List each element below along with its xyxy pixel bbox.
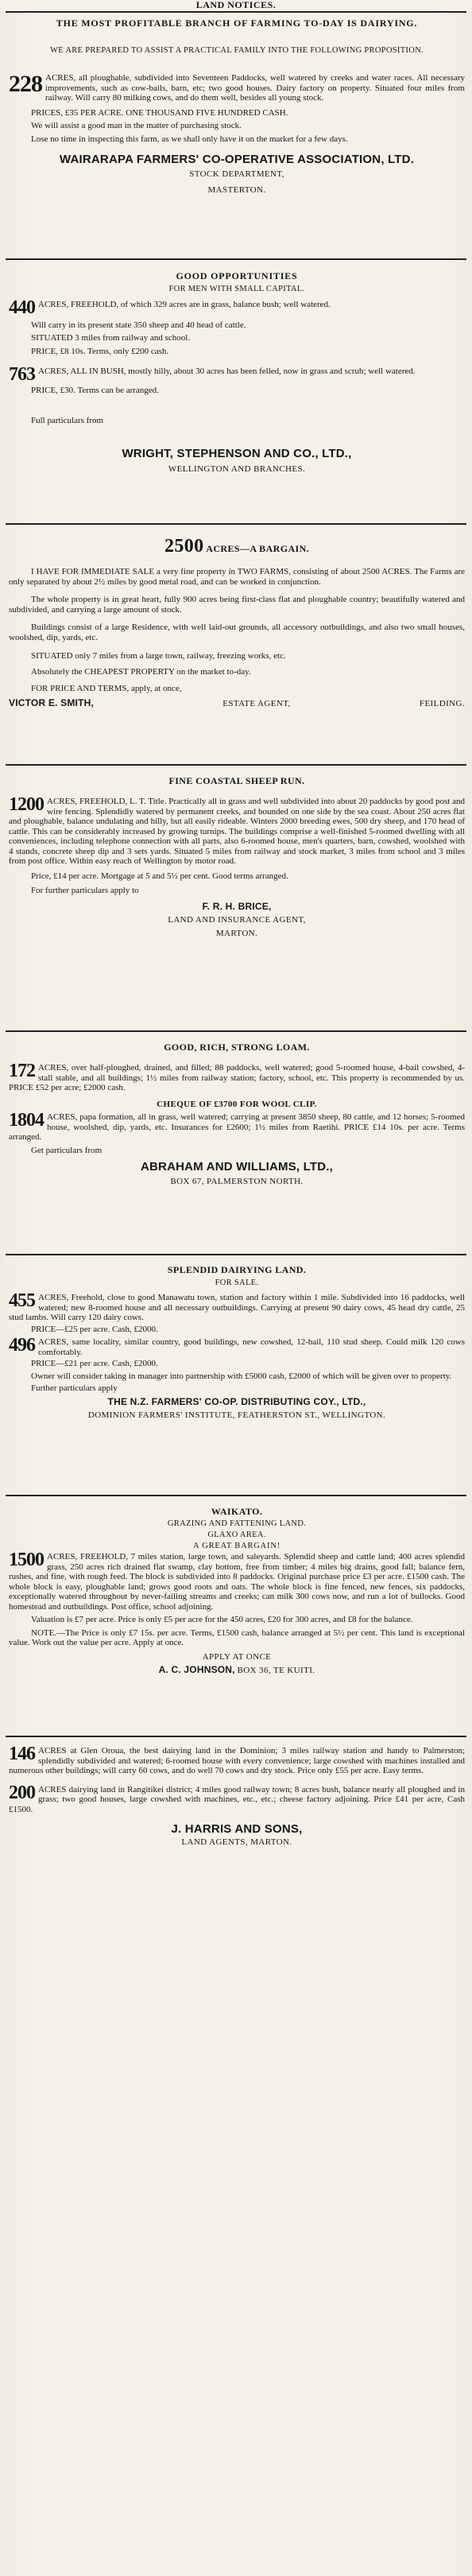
splendid-dairying-body [9, 1290, 465, 1421]
waikato-contact: APPLY AT ONCE [202, 1651, 272, 1662]
wairarapa-company: WAIRARAPA FARMERS' CO-OPERATIVE ASSOCIATION, LTD. [59, 153, 415, 167]
waikato-header [9, 1507, 465, 1551]
farmers-address: DOMINION FARMERS' INSTITUTE, FEATHERSTON ST., WELLINGTON. [87, 1410, 386, 1421]
lot-455-price: PRICE—£25 per acre. Cash, £2000. [31, 1324, 158, 1334]
harris-role: LAND AGENTS, MARTON. [181, 1837, 292, 1848]
waikato-number: 1500 [9, 1550, 44, 1570]
coastal-sheep-number: 1200 [9, 794, 44, 815]
lot-496-text: ACRES, same locality, similar country, good buildings, new cowshed, 12-bail, 110 stud sheep. Could milk 120 cows comfortably. [38, 1337, 465, 1357]
johnson-box: BOX 36, TE KUITI. [237, 1666, 315, 1676]
waikato-bargain: A GREAT BARGAIN! [192, 1541, 281, 1550]
brice-name: F. R. H. BRICE, [202, 900, 272, 912]
wairarapa-body [9, 73, 465, 195]
coastal-sheep-title: FINE COASTAL SHEEP RUN. [168, 775, 305, 786]
bargain-advert [9, 536, 465, 709]
lot-172-number: 172 [9, 1061, 35, 1081]
abraham-contact: Get particulars from [31, 1145, 103, 1155]
farmers-company: THE N.Z. FARMERS' CO-OP. DISTRIBUTING COY., LTD., [107, 1395, 366, 1407]
wairarapa-price: PRICES, £35 PER ACRE. ONE THOUSAND FIVE HUNDRED CASH. [31, 107, 288, 118]
lot-1804-text: ACRES, papa formation, all in grass, well watered; carrying at present 3850 sheep, 80 cattle, and 12 horses; 5-roomed house, woolshed, dip, yards, etc. Insurances for £2600; 1½ miles from Raetihi. PRICE £14 10s. per acre. Terms arranged. [9, 1112, 465, 1143]
lot-1804-number: 1804 [9, 1110, 44, 1131]
waikato-area: GLAXO AREA. [207, 1530, 266, 1539]
top-divider [6, 11, 466, 13]
brice-town: MARTON. [215, 928, 258, 938]
abraham-company: ABRAHAM AND WILLIAMS, LTD., [140, 1160, 334, 1174]
lot-763-text: ACRES, ALL IN BUSH, mostly hilly, about 30 acres has been felled, now in grass and scrub; well watered. [38, 367, 416, 377]
waikato-text: ACRES, FREEHOLD, 7 miles station, large town, and saleyards. Splendid sheep and cattle land; 400 acres splendid grass, 250 acres rich drained flat swamp, clay bottom, free from timber; 4 miles big drains, good fall; balance fern, rushes, and fine, with rough feed. The block is subdivided into 8 paddocks. Original purchase price £3 per acre. £1500 cash. The whole block is easy, ploughable land; grows good roots and oats. The whole block is fine fenced, new fences, six paddocks, exceptionally watered throughout by never-failing streams and creeks; can milk 300 cows now, and run a lot of bullocks. Good homestead and outbuildings. Post office, school adjoining. [9, 1552, 465, 1612]
wright-contact: Full particulars from [31, 416, 104, 426]
bargain-number: 2500 [164, 536, 204, 557]
wairarapa-assist: We will assist a good man in the matter of purchasing stock. [31, 121, 242, 131]
lot-200-text: ACRES dairying land in Rangitikei district; 4 miles good railway town; 8 acres bush, balance nearly all ploughed and in grass; two good houses, large cowshed with machines, etc., etc.; cheese factory adjoining. Price £41 per acre, Cash £1500. [9, 1784, 465, 1814]
bargain-paragraph-2: The whole property is in great heart, fully 900 acres being first-class flat and ploughable country; beautifully watered and subdivided, and carrying a large amount of stock. [9, 595, 465, 615]
coastal-sheep-contact: For further particulars apply to [31, 886, 139, 896]
brice-role: LAND AND INSURANCE AGENT, [168, 915, 306, 925]
wairarapa-town: MASTERTON. [207, 184, 266, 195]
lot-146-number: 146 [9, 1744, 35, 1764]
lot-496-number: 496 [9, 1335, 35, 1356]
lot-440-text: ACRES, FREEHOLD, of which 329 acres are in grass, balance bush; well watered. [38, 300, 331, 309]
strong-loam-header [9, 1042, 465, 1053]
harris-body [9, 1746, 465, 1848]
bargain-paragraph-5: Absolutely the CHEAPEST PROPERTY on the market to-day. [31, 667, 251, 677]
lot-440-number: 440 [9, 297, 35, 318]
wairarapa-title: THE MOST PROFITABLE BRANCH OF FARMING TO-DAY IS DAIRYING. [56, 17, 418, 29]
abraham-box: BOX 67, PALMERSTON NORTH. [170, 1177, 304, 1187]
lot-440-price: PRICE, £8 10s. Terms, only £200 cash. [31, 346, 169, 356]
coastal-sheep-price: Price, £14 per acre. Mortgage at 5 and 5½ per cent. Good terms arranged. [31, 871, 288, 881]
lot-455-number: 455 [9, 1290, 35, 1311]
divider-4 [6, 1030, 466, 1032]
lot-455-text: ACRES, Freehold, close to good Manawatu town, station and factory within 1 mile. Subdivided into 16 paddocks, well watered; new 8-roomed house and all necessary outbuildings. Carrying at present 90 dairy cows, 45 head dry cattle, 25 stud lambs. Will carry 120 dairy cows. [9, 1293, 465, 1323]
splendid-dairying-subtitle: FOR SALE. [215, 1278, 259, 1287]
strong-loam-body [9, 1063, 465, 1187]
good-opportunities-header [9, 271, 465, 294]
owner-note: Owner will consider taking in manager into partnership with £5000 cash, £2000 of which will be given over to property. [31, 1371, 452, 1381]
wairarapa-text: ACRES, all ploughable, subdivided into Seventeen Paddocks, well watered by creeks and water races. All necessary improvements, such as cow-bails, barn, etc; two good houses. Dairy factory on property. Situated four miles from railway. Will carry 80 milking cows, and do them well, besides all young stock. [45, 73, 465, 103]
bargain-title: ACRES—A BARGAIN. [206, 543, 310, 554]
waikato-note: NOTE.—The Price is only £7 15s. per acre. Terms, £1500 cash, balance arranged at 5½ per cent. This land is exceptional value. Work out the value per acre. Apply at once. [9, 1627, 465, 1648]
coastal-sheep-body [9, 794, 465, 939]
victor-smith-town: FEILDING. [419, 699, 465, 709]
lot-440-location: SITUATED 3 miles from railway and school. [31, 333, 191, 343]
waikato-valuation: Valuation is £7 per acre. Price is only £5 per acre for the 450 acres, £20 for 300 acres, and £8 for the balance. [31, 1615, 413, 1625]
lot-440-stock: Will carry in its present state 350 sheep and 40 head of cattle. [31, 320, 246, 330]
wairarapa-advert [9, 18, 465, 56]
divider-5 [6, 1254, 466, 1255]
divider-6 [6, 1495, 466, 1496]
coastal-sheep-header [9, 776, 465, 787]
bargain-paragraph-3: Buildings consist of a large Residence, with well laid-out grounds, all accessory outbuildings, and also two small houses, woolshed, dip, yards, etc. [9, 623, 465, 643]
wright-company: WRIGHT, STEPHENSON AND CO., LTD., [122, 446, 352, 460]
divider-7 [6, 1736, 466, 1737]
wright-branches: WELLINGTON AND BRANCHES. [168, 464, 306, 474]
coastal-sheep-text: ACRES, FREEHOLD, L. T. Title. Practically all in grass and well subdivided into about 20 paddocks by good post and wire fencing. Splendidly watered by permanent creeks, and bounded on one side by the sea coast. About 250 acres flat and ploughable, balance undulating and hilly, but all easily rideable. Winters 2000 breeding ewes, 500 dry sheep, and 170 head of cattle. This can be considerably increased by growing turnips. The buildings comprise a well-finished 5-roomed dwelling with all conveniences, including telephone connection with all parts, also 6-roomed house, men's quarters, barn, cowshed, woolshed with 4 stands, concrete sheep dip and 3 sets yards. Situated 5 miles from railway and stock market, 3 miles from school and 3 miles from post office. Within easy reach of Wellington by motor road. [9, 797, 465, 867]
wairarapa-acre-number: 228 [9, 71, 42, 97]
splendid-dairying-header [9, 1265, 465, 1288]
cheque-heading: CHEQUE OF £3700 FOR WOOL CLIP. [157, 1099, 317, 1109]
page-title: LAND NOTICES. [0, 0, 472, 11]
wairarapa-department: STOCK DEPARTMENT, [189, 169, 284, 180]
victor-smith-name: VICTOR E. SMITH, [9, 697, 94, 709]
waikato-body [9, 1552, 465, 1676]
waikato-subtitle: GRAZING AND FATTENING LAND. [167, 1519, 307, 1528]
good-opportunities-body [9, 297, 465, 474]
divider-2 [6, 523, 466, 525]
lot-763-price: PRICE, £30. Terms can be arranged. [31, 385, 159, 395]
farmers-contact: Further particulars apply [31, 1383, 118, 1394]
johnson-name: A. C. JOHNSON, [158, 1664, 235, 1676]
bargain-paragraph-4: SITUATED only 7 miles from a large town, railway, freezing works, etc. [31, 650, 286, 661]
splendid-dairying-title: SPLENDID DAIRYING LAND. [167, 1264, 307, 1275]
strong-loam-title: GOOD, RICH, STRONG LOAM. [164, 1042, 310, 1053]
lot-200-number: 200 [9, 1782, 35, 1803]
waikato-title: WAIKATO. [211, 1506, 263, 1517]
wairarapa-intro: WE ARE PREPARED TO ASSIST A PRACTICAL FAMILY INTO THE FOLLOWING PROPOSITION. [50, 45, 424, 55]
lot-763-number: 763 [9, 364, 35, 386]
good-opportunities-subtitle: FOR MEN WITH SMALL CAPITAL. [168, 284, 305, 293]
divider-3 [6, 764, 466, 766]
bargain-paragraph-1: I HAVE FOR IMMEDIATE SALE a very fine property in TWO FARMS, consisting of about 2500 ACRES. The Farms are only separated by about 2½ miles by good metal road, and can be worked in conjunction. [9, 567, 465, 587]
good-opportunities-title: GOOD OPPORTUNITIES [176, 270, 298, 281]
lot-496-price: PRICE—£21 per acre. Cash, £2000. [31, 1359, 158, 1369]
divider-1 [6, 258, 466, 260]
bargain-paragraph-6: FOR PRICE AND TERMS, apply, at once, [31, 683, 182, 693]
lot-172-text: ACRES, over half-ploughed, drained, and filled; 88 paddocks, well watered; good 5-roomed house, 4-bail cowshed, 4-stall stable, and all buildings; 1½ miles from railway station; factory, school, etc. This property is recommended by us. PRICE £52 per acre; £2000 cash. [9, 1063, 465, 1093]
victor-smith-role: ESTATE AGENT, [222, 699, 291, 709]
wairarapa-lose-time: Lose no time in inspecting this farm, as we shall only have it on the market for a few days. [31, 134, 348, 144]
lot-146-text: ACRES at Glen Oroua, the best dairying land in the Dominion; 3 miles railway station and handy to Palmerston; splendidly subdivided and watered; 6-roomed house with every convenience; large cowshed with machines installed and numerous other buildings; will carry 60 cows, and do well 70 cows and dry stock. Price only £55 per acre. Easy terms. [9, 1746, 465, 1776]
harris-company: J. HARRIS AND SONS, [171, 1822, 303, 1837]
